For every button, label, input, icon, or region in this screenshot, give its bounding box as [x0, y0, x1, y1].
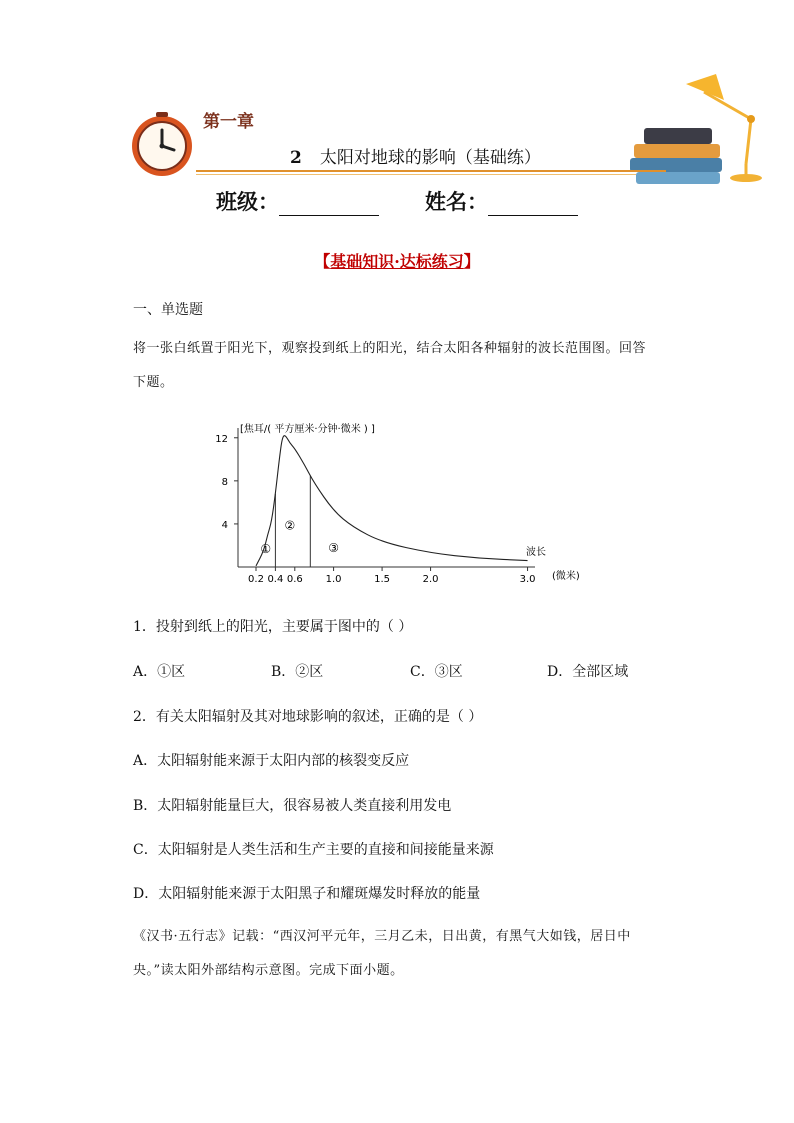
region-label: ③	[328, 540, 339, 555]
stem-2	[133, 920, 663, 988]
stem-1-line1: 将一张白纸置于阳光下，观察投到纸上的阳光，结合太阳各种辐射的波长范围图。回答	[133, 341, 647, 356]
stem-1-line2: 下题。	[133, 375, 174, 390]
header-rule-thin	[196, 174, 636, 175]
q2-option-a[interactable]: A．太阳辐射能来源于太阳内部的核裂变反应	[133, 753, 410, 769]
lesson-number: 2	[290, 148, 302, 168]
y-axis-label: [焦耳/( 平方厘米·分钟·微米 ) ]	[240, 424, 375, 435]
x-tick-label: 3.0	[519, 574, 536, 585]
q1-option-b[interactable]: B．②区	[271, 664, 324, 680]
q1-option-c[interactable]: C．③区	[410, 664, 463, 680]
question-2: 2．有关太阳辐射及其对地球影响的叙述，正确的是（ ）	[133, 709, 483, 725]
q1-option-d[interactable]: D．全部区域	[547, 664, 629, 680]
q2-option-b[interactable]: B．太阳辐射能量巨大，很容易被人类直接利用发电	[133, 798, 452, 814]
region-label: ①	[260, 542, 272, 556]
x-unit-label: (微米)	[552, 571, 580, 582]
class-blank[interactable]	[279, 193, 379, 216]
stem-2-line2: 央。”读太阳外部结构示意图。完成下面小题。	[133, 963, 404, 978]
region-label: ②	[284, 518, 296, 533]
q1-option-a[interactable]: A．①区	[133, 664, 186, 680]
class-label: 班级：	[216, 189, 279, 214]
lesson-title-text: 太阳对地球的影响（基础练）	[319, 148, 541, 168]
x-tick-label: 2.0	[422, 574, 439, 585]
section-bracket-open: 【	[314, 252, 331, 271]
x-axis-label: 波长	[526, 547, 546, 558]
question-type: 一、单选题	[133, 302, 203, 318]
stem-1	[133, 332, 663, 400]
section-bracket-close: 】	[463, 252, 480, 271]
q2-option-c[interactable]: C．太阳辐射是人类生活和生产主要的直接和间接能量来源	[133, 842, 494, 858]
lesson-title	[290, 143, 541, 168]
radiation-curve	[256, 436, 528, 566]
y-tick-label: 8	[221, 476, 228, 488]
x-tick-label: 0.4	[267, 574, 284, 585]
section-title-text: 基础知识·达标练习	[330, 252, 464, 271]
class-field	[216, 186, 379, 216]
name-blank[interactable]	[488, 193, 578, 216]
y-tick-label: 4	[221, 519, 228, 531]
q2-option-d[interactable]: D．太阳辐射能来源于太阳黑子和耀斑爆发时释放的能量	[133, 886, 481, 902]
stem-2-line1: 《汉书·五行志》记载：“西汉河平元年，三月乙未，日出黄，有黑气大如钱，居日中	[133, 929, 631, 944]
x-tick-label: 0.2	[248, 574, 264, 585]
x-tick-label: 0.6	[286, 574, 303, 585]
name-label: 姓名：	[425, 189, 488, 214]
header-rule	[196, 170, 666, 172]
y-tick-label: 12	[215, 433, 228, 445]
name-field	[425, 186, 578, 216]
radiation-wavelength-chart	[200, 415, 600, 590]
clock-icon	[128, 112, 198, 178]
question-1: 1．投射到纸上的阳光，主要属于图中的（ ）	[133, 619, 413, 635]
x-tick-label: 1.0	[325, 574, 342, 585]
chapter-label: 第一章	[203, 112, 254, 132]
section-title	[0, 249, 794, 272]
x-tick-label: 1.5	[374, 574, 391, 585]
